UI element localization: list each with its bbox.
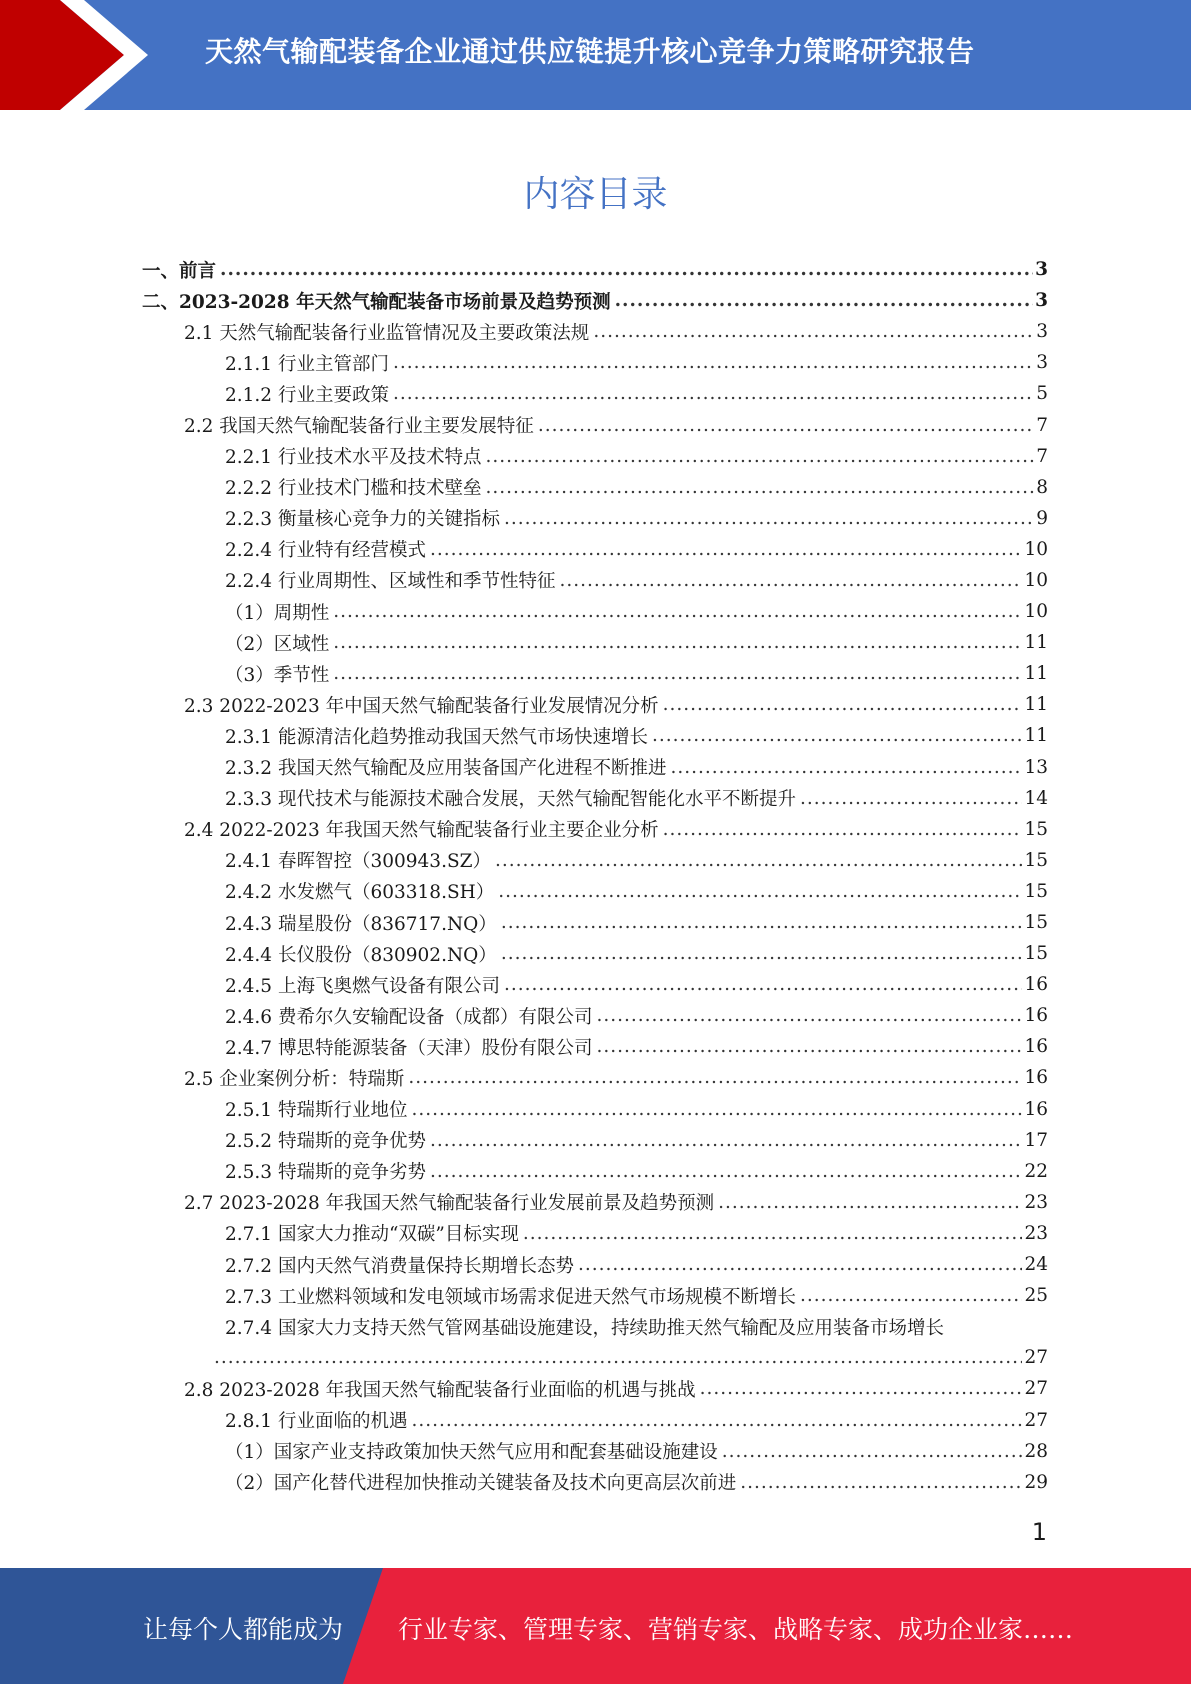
toc-entry-page: 15 bbox=[1024, 818, 1048, 840]
toc-entry[interactable] bbox=[142, 347, 1048, 378]
toc-leader-dots bbox=[722, 1441, 1023, 1462]
toc-entry[interactable] bbox=[142, 1280, 1048, 1311]
toc-leader-dots bbox=[538, 415, 1034, 436]
toc-entry-label: 2.3.3 现代技术与能源技术融合发展，天然气输配智能化水平不断提升 bbox=[225, 789, 796, 811]
toc-entry-label: 二、2023-2028 年天然气输配装备市场前景及趋势预测 bbox=[142, 291, 611, 313]
toc-entry-page: 24 bbox=[1024, 1254, 1048, 1276]
toc-entry[interactable] bbox=[142, 565, 1048, 596]
toc-entry-page: 7 bbox=[1036, 414, 1048, 436]
toc-entry[interactable] bbox=[142, 1156, 1048, 1187]
toc-entry-page: 16 bbox=[1024, 1005, 1048, 1027]
toc-leader-dots bbox=[663, 819, 1023, 840]
toc-leader-dots bbox=[700, 1378, 1023, 1399]
toc-entry-page: 17 bbox=[1024, 1129, 1048, 1151]
toc-entry-page: 10 bbox=[1024, 538, 1048, 560]
toc-entry[interactable] bbox=[142, 1031, 1048, 1062]
toc-entry-page: 29 bbox=[1024, 1471, 1048, 1493]
toc-entry[interactable] bbox=[142, 1311, 1048, 1342]
toc-leader-dots bbox=[411, 1410, 1022, 1431]
report-title: 天然气输配装备企业通过供应链提升核心竞争力策略研究报告 bbox=[205, 35, 975, 68]
toc-entry-label: 2.8.1 行业面临的机遇 bbox=[225, 1411, 408, 1433]
toc-entry-page: 3 bbox=[1036, 352, 1048, 374]
toc-entry[interactable] bbox=[142, 472, 1048, 503]
toc-leader-dots bbox=[501, 943, 1023, 964]
toc-entry-label: 2.5.1 特瑞斯行业地位 bbox=[225, 1100, 408, 1122]
toc-entry-page: 7 bbox=[1036, 445, 1048, 467]
toc-leader-dots bbox=[498, 881, 1022, 902]
toc-entry-page: 15 bbox=[1024, 849, 1048, 871]
toc-entry-page: 22 bbox=[1024, 1160, 1048, 1182]
toc-entry[interactable] bbox=[142, 1404, 1048, 1435]
toc-entry-label: 一、前言 bbox=[142, 260, 217, 282]
toc-leader-dots bbox=[504, 974, 1022, 995]
toc-entry-page: 3 bbox=[1036, 321, 1048, 343]
toc-entry-label: 2.5 企业案例分析：特瑞斯 bbox=[184, 1068, 405, 1090]
footer-slogan-left: 让每个人都能成为 bbox=[143, 1615, 344, 1644]
toc-leader-dots bbox=[596, 1036, 1022, 1057]
toc-leader-dots bbox=[333, 601, 1022, 622]
toc-leader-dots bbox=[718, 1192, 1022, 1213]
toc-leader-dots bbox=[220, 259, 1033, 280]
toc-entry[interactable] bbox=[142, 409, 1048, 440]
toc-entry-page: 27 bbox=[1024, 1347, 1048, 1369]
toc-entry-page: 14 bbox=[1024, 787, 1048, 809]
toc-entry-label: 2.1.2 行业主要政策 bbox=[225, 384, 389, 406]
toc-entry[interactable] bbox=[142, 1218, 1048, 1249]
toc-entry-page: 9 bbox=[1036, 507, 1048, 529]
toc-entry[interactable] bbox=[142, 845, 1048, 876]
header-chevron-graphic bbox=[0, 0, 180, 110]
toc-leader-dots bbox=[495, 850, 1022, 871]
toc-entry[interactable] bbox=[142, 1467, 1048, 1498]
toc-entry-label: 2.1.1 行业主管部门 bbox=[225, 353, 389, 375]
toc-entry-page: 27 bbox=[1024, 1409, 1048, 1431]
toc-entry-label: 2.4.1 春晖智控（300943.SZ） bbox=[225, 851, 491, 873]
toc-leader-dots bbox=[333, 632, 1022, 653]
toc-entry-label: （1）周期性 bbox=[225, 602, 330, 624]
toc-entry-page: 13 bbox=[1024, 756, 1048, 778]
toc-entry-label: 2.5.3 特瑞斯的竞争劣势 bbox=[225, 1162, 426, 1184]
toc-leader-dots bbox=[485, 477, 1034, 498]
toc-leader-dots bbox=[408, 1067, 1022, 1088]
toc-leader-dots bbox=[411, 1099, 1022, 1120]
toc-entry-label: 2.2.1 行业技术水平及技术特点 bbox=[225, 447, 482, 469]
toc-entry-label: 2.3 2022-2023 年中国天然气输配装备行业发展情况分析 bbox=[184, 695, 659, 717]
toc-leader-dots bbox=[501, 912, 1023, 933]
toc-entry-page: 28 bbox=[1024, 1440, 1048, 1462]
toc-leader-dots bbox=[800, 788, 1022, 809]
toc-entry-page: 23 bbox=[1024, 1191, 1048, 1213]
toc-entry-label: 2.4.2 水发燃气（603318.SH） bbox=[225, 882, 495, 904]
toc-leader-dots bbox=[593, 321, 1034, 342]
toc-entry[interactable] bbox=[142, 1000, 1048, 1031]
toc-entry-label: 2.4 2022-2023 年我国天然气输配装备行业主要企业分析 bbox=[184, 820, 659, 842]
toc-entry-page: 3 bbox=[1035, 259, 1048, 281]
toc-entry[interactable] bbox=[142, 285, 1048, 316]
toc-leader-dots bbox=[663, 694, 1023, 715]
footer-slogan-right: 行业专家、管理专家、营销专家、战略专家、成功企业家…… bbox=[398, 1615, 1074, 1644]
toc-entry-page: 8 bbox=[1036, 476, 1048, 498]
toc-entry[interactable] bbox=[142, 254, 1048, 285]
toc-entry-page: 10 bbox=[1024, 601, 1048, 623]
toc-entry[interactable] bbox=[142, 1094, 1048, 1125]
report-header-band bbox=[0, 0, 1191, 110]
toc-entry-page: 11 bbox=[1024, 725, 1048, 747]
toc-entry-label: 2.2.2 行业技术门槛和技术壁垒 bbox=[225, 478, 482, 500]
toc-entry[interactable] bbox=[142, 503, 1048, 534]
toc-entry-page: 23 bbox=[1024, 1222, 1048, 1244]
toc-entry-page: 16 bbox=[1024, 974, 1048, 996]
toc-leader-dots bbox=[430, 1130, 1022, 1151]
toc-entry[interactable] bbox=[142, 814, 1048, 845]
toc-leader-dots bbox=[504, 508, 1034, 529]
toc-entry-label: （2）国产化替代进程加快推动关键装备及技术向更高层次前进 bbox=[225, 1473, 737, 1495]
toc-entry-label: 2.4.3 瑞星股份（836717.NQ） bbox=[225, 913, 497, 935]
toc-entry[interactable] bbox=[142, 658, 1048, 689]
toc-leader-dots bbox=[670, 757, 1022, 778]
toc-leader-dots bbox=[214, 1347, 1022, 1368]
toc-entry[interactable] bbox=[142, 689, 1048, 720]
toc-entry-continuation[interactable] bbox=[142, 1342, 1048, 1373]
toc-entry-page: 5 bbox=[1036, 383, 1048, 405]
toc-entry-label: 2.3.1 能源清洁化趋势推动我国天然气市场快速增长 bbox=[225, 726, 648, 748]
toc-entry-label: （2）区域性 bbox=[225, 633, 330, 655]
toc-entry[interactable] bbox=[142, 938, 1048, 969]
toc-entry-label: 2.2.4 行业特有经营模式 bbox=[225, 540, 426, 562]
toc-entry-page: 25 bbox=[1024, 1285, 1048, 1307]
toc-entry[interactable] bbox=[142, 1249, 1048, 1280]
toc-entry-label: 2.3.2 我国天然气输配及应用装备国产化进程不断推进 bbox=[225, 758, 667, 780]
toc-entry-label: 2.7.3 工业燃料领域和发电领域市场需求促进天然气市场规模不断增长 bbox=[225, 1286, 796, 1308]
toc-entry[interactable] bbox=[142, 876, 1048, 907]
toc-entry-label: 2.7 2023-2028 年我国天然气输配装备行业发展前景及趋势预测 bbox=[184, 1193, 715, 1215]
toc-entry[interactable] bbox=[142, 441, 1048, 472]
toc-entry-page: 27 bbox=[1024, 1378, 1048, 1400]
toc-leader-dots bbox=[559, 570, 1022, 591]
toc-entry[interactable] bbox=[142, 969, 1048, 1000]
toc-leader-dots bbox=[800, 1285, 1022, 1306]
toc-entry[interactable] bbox=[142, 534, 1048, 565]
toc-leader-dots bbox=[485, 446, 1034, 467]
toc-entry-page: 11 bbox=[1024, 694, 1048, 716]
toc-heading: 内容目录 bbox=[523, 174, 668, 215]
toc-leader-dots bbox=[430, 539, 1022, 560]
toc-entry-page: 15 bbox=[1024, 943, 1048, 965]
toc-entry-label: 2.4.6 费希尔久安输配设备（成都）有限公司 bbox=[225, 1006, 593, 1028]
toc-leader-dots bbox=[430, 1161, 1022, 1182]
toc-entry-page: 11 bbox=[1024, 632, 1048, 654]
toc-entry[interactable] bbox=[142, 783, 1048, 814]
toc-entry[interactable] bbox=[142, 1187, 1048, 1218]
toc-entry-label: （3）季节性 bbox=[225, 664, 330, 686]
toc-leader-dots bbox=[393, 352, 1034, 373]
toc-entry[interactable] bbox=[142, 596, 1048, 627]
toc-entry[interactable] bbox=[142, 316, 1048, 347]
toc-entry-label: 2.4.7 博思特能源装备（天津）股份有限公司 bbox=[225, 1037, 593, 1059]
footer-band bbox=[0, 1568, 1191, 1684]
toc-leader-dots bbox=[615, 290, 1034, 311]
toc-entry-label: 2.7.4 国家大力支持天然气管网基础设施建设，持续助推天然气输配及应用装备市场增长 bbox=[225, 1317, 944, 1339]
toc-leader-dots bbox=[393, 383, 1034, 404]
toc-entry-page: 16 bbox=[1024, 1098, 1048, 1120]
toc-entry-label: 2.2 我国天然气输配装备行业主要发展特征 bbox=[184, 416, 534, 438]
toc-entry[interactable] bbox=[142, 1062, 1048, 1093]
toc-entry[interactable] bbox=[142, 627, 1048, 658]
toc-entry-label: 2.2.3 衡量核心竞争力的关键指标 bbox=[225, 509, 500, 531]
toc-leader-dots bbox=[333, 663, 1022, 684]
toc-entry-page: 3 bbox=[1035, 290, 1048, 312]
toc-entry-label: 2.7.2 国内天然气消费量保持长期增长态势 bbox=[225, 1255, 574, 1277]
toc-entry-label: 2.8 2023-2028 年我国天然气输配装备行业面临的机遇与挑战 bbox=[184, 1379, 696, 1401]
toc-leader-dots bbox=[596, 1005, 1022, 1026]
toc-entry[interactable] bbox=[142, 752, 1048, 783]
table-of-contents bbox=[142, 254, 1048, 1498]
toc-entry-label: 2.4.4 长仪股份（830902.NQ） bbox=[225, 944, 497, 966]
toc-entry-label: （1）国家产业支持政策加快天然气应用和配套基础设施建设 bbox=[225, 1442, 718, 1464]
toc-entry[interactable] bbox=[142, 1125, 1048, 1156]
page-number: 1 bbox=[1031, 1518, 1047, 1546]
toc-entry-label: 2.5.2 特瑞斯的竞争优势 bbox=[225, 1131, 426, 1153]
toc-entry[interactable] bbox=[142, 378, 1048, 409]
toc-entry-page: 10 bbox=[1024, 569, 1048, 591]
toc-leader-dots bbox=[578, 1254, 1022, 1275]
toc-entry-page: 16 bbox=[1024, 1036, 1048, 1058]
toc-leader-dots bbox=[523, 1223, 1023, 1244]
toc-entry-page: 16 bbox=[1024, 1067, 1048, 1089]
toc-entry[interactable] bbox=[142, 1436, 1048, 1467]
toc-entry-page: 15 bbox=[1024, 880, 1048, 902]
toc-entry-label: 2.4.5 上海飞奥燃气设备有限公司 bbox=[225, 975, 500, 997]
toc-entry-page: 15 bbox=[1024, 912, 1048, 934]
toc-leader-dots bbox=[652, 725, 1022, 746]
toc-entry[interactable] bbox=[142, 720, 1048, 751]
toc-entry-label: 2.1 天然气输配装备行业监管情况及主要政策法规 bbox=[184, 322, 590, 344]
toc-entry-label: 2.7.1 国家大力推动“双碳”目标实现 bbox=[225, 1224, 519, 1246]
toc-entry[interactable] bbox=[142, 1373, 1048, 1404]
toc-entry-page: 11 bbox=[1024, 663, 1048, 685]
toc-leader-dots bbox=[740, 1472, 1022, 1493]
toc-entry[interactable] bbox=[142, 907, 1048, 938]
toc-entry-label: 2.2.4 行业周期性、区域性和季节性特征 bbox=[225, 571, 556, 593]
